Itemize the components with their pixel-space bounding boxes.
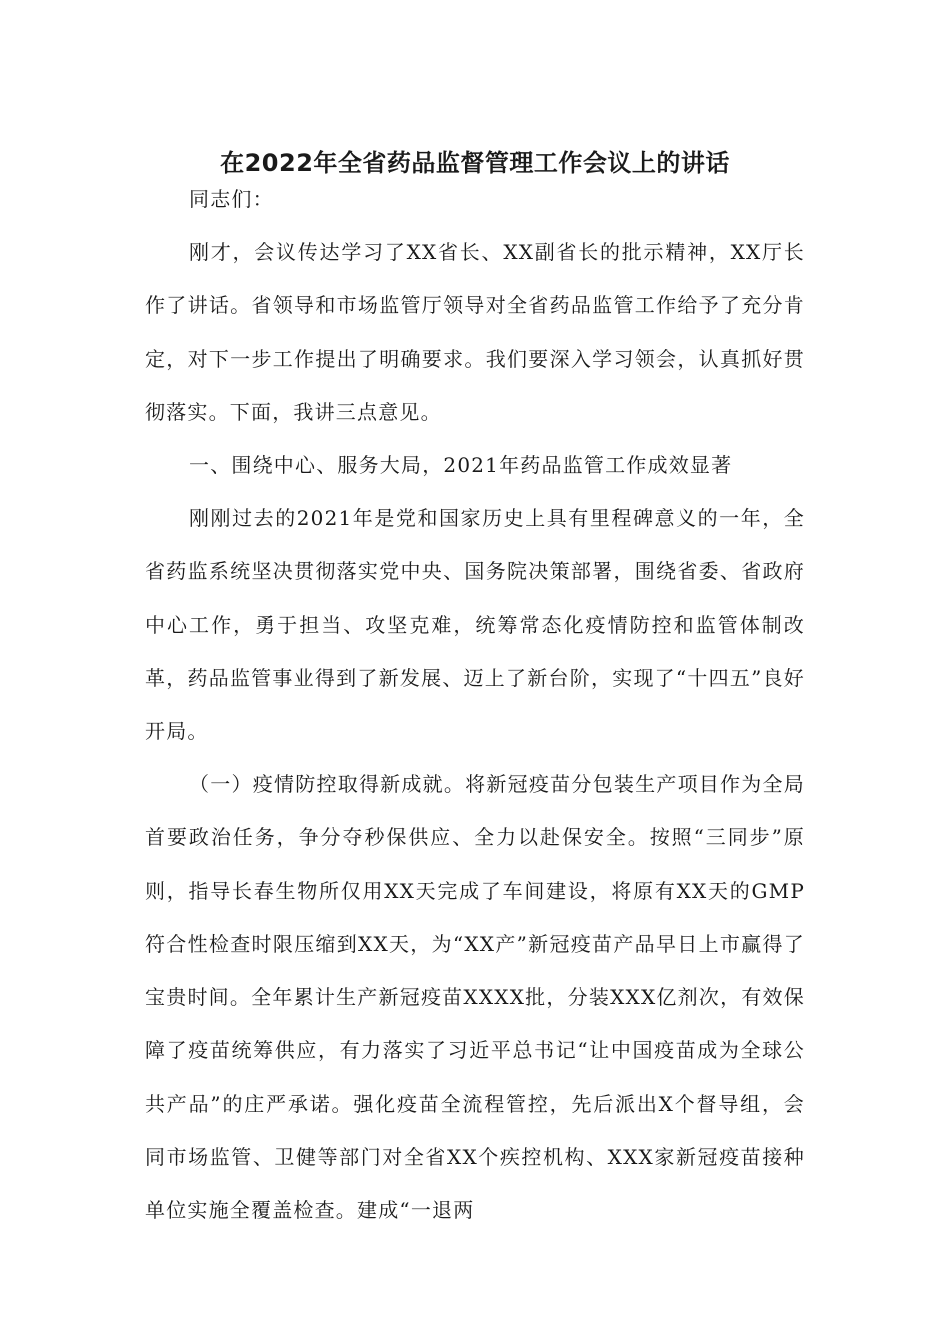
body-paragraph-3: （一）疫情防控取得新成就。将新冠疫苗分包装生产项目作为全局首要政治任务，争分夺秒保供应、全力以赴保安全。按照“三同步”原则，指导长春生物所仅用XX天完成了车间建设，将原有XX天的GMP符合性检查时限压缩到XX天，为“XX产”新冠疫苗产品早日上市赢得了宝贵时间。全年累计生产新冠疫苗XXXX批，分装XXX亿剂次，有效保障了疫苗统筹供应，有力落实了习近平总书记“让中国疫苗成为全球公共产品”的庄严承诺。强化疫苗全流程管控，先后派出X个督导组，会同市场监管、卫健等部门对全省XX个疾控机构、XXX家新冠疫苗接种单位实施全覆盖检查。建成“一退两 (145, 772, 805, 1223)
document-title: 在2022年全省药品监督管理工作会议上的讲话 (220, 149, 730, 177)
body-paragraph-1: 刚才，会议传达学习了XX省长、XX副省长的批示精神，XX厅长作了讲话。省领导和市场监管厅领导对全省药品监管工作给予了充分肯定，对下一步工作提出了明确要求。我们要深入学习领会，认真抓好贯彻落实。下面，我讲三点意见。 (145, 240, 805, 424)
salutation: 同志们： (189, 187, 274, 211)
section-heading-1: 一、围绕中心、服务大局，2021年药品监管工作成效显著 (189, 453, 733, 477)
body-paragraph-2: 刚刚过去的2021年是党和国家历史上具有里程碑意义的一年，全省药监系统坚决贯彻落实党中央、国务院决策部署，围绕省委、省政府中心工作，勇于担当、攻坚克难，统筹常态化疫情防控和监管体制改革，药品监管事业得到了新发展、迈上了新台阶，实现了“十四五”良好开局。 (145, 506, 805, 744)
